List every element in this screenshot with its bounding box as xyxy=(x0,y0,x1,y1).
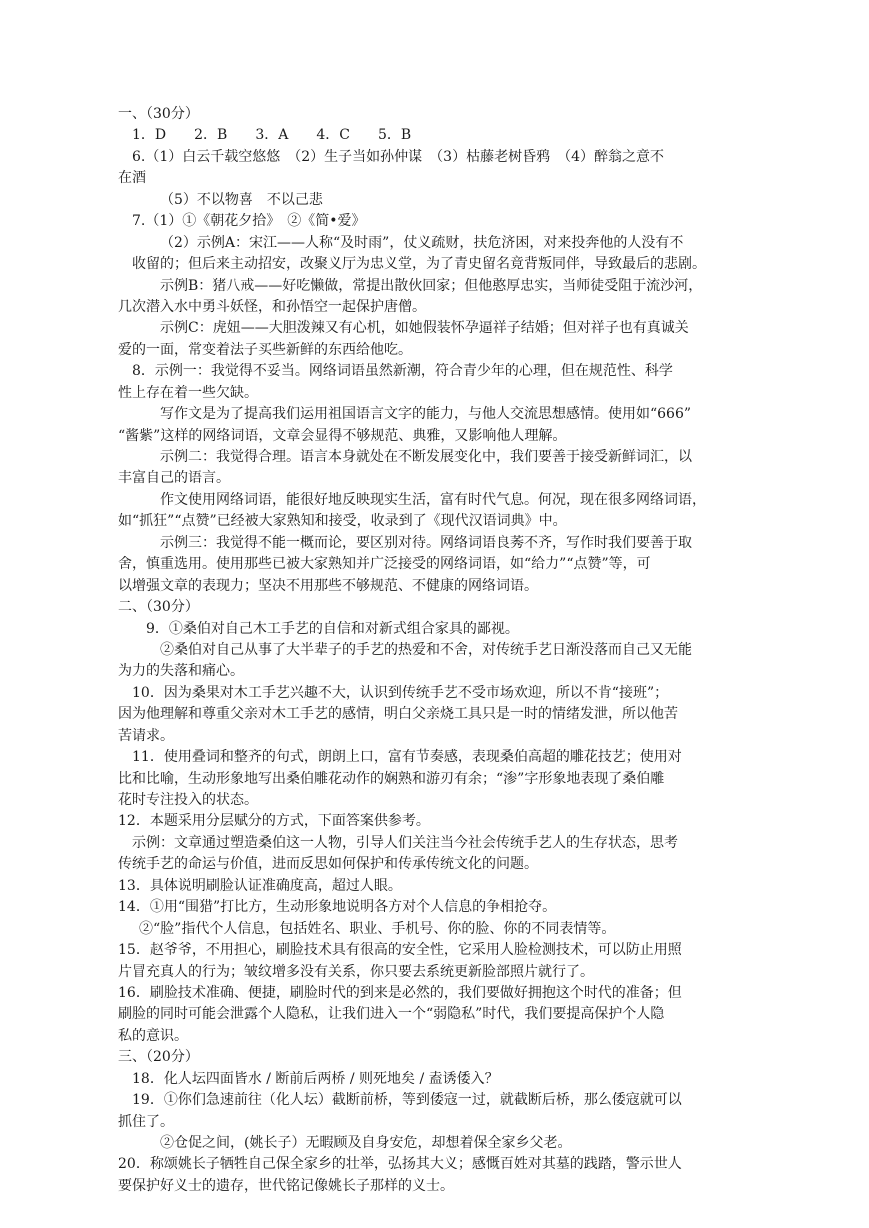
text-line: 私的意识。 xyxy=(118,1027,188,1044)
text-line: 片冒充真人的行为；皱纹增多没有关系，你只要去系统更新脸部照片就行了。 xyxy=(118,963,594,980)
text-line: 1．D 2．B 3．A 4．C 5．B xyxy=(132,127,412,144)
text-line: ②“脸”指代个人信息，包括姓名、职业、手机号、你的脸、你的不同表情等。 xyxy=(139,920,616,937)
text-line: 示例二：我觉得合理。语言本身就处在不断发展变化中，我们要善于接受新鲜词汇，以 xyxy=(160,449,692,465)
text-line: 比和比喻，生动形象地写出桑伯雕花动作的娴熟和游刃有余；“渗”字形象地表现了桑伯雕 xyxy=(118,770,665,787)
text-line: 以增强文章的表现力；坚决不用那些不够规范、不健康的网络词语。 xyxy=(118,577,538,594)
text-line: 收留的；但后来主动招安，改聚义厅为忠义堂，为了青史留名竟背叛同伴，导致最后的悲剧。 xyxy=(132,256,706,273)
text-line: 一、（30分） xyxy=(118,106,199,122)
text-line: 写作文是为了提高我们运用祖国语言文字的能力，与他人交流思想感情。使用如“666” xyxy=(160,406,692,423)
text-line: “酱紫”这样的网络词语，文章会显得不够规范、典雅，又影响他人理解。 xyxy=(118,427,567,444)
text-line: 三、（20分） xyxy=(118,1049,199,1066)
text-line: 11．使用叠词和整齐的句式，朗朗上口，富有节奏感，表现桑伯高超的雕花技艺；使用对 xyxy=(132,749,682,766)
text-line: 爱的一面，常变着法子买些新鲜的东西给他吃。 xyxy=(118,341,412,358)
text-line: （2）示例A：宋江——人称“及时雨”，仗义疏财，扶危济困，对来投奔他的人没有不 xyxy=(160,234,684,251)
text-line: 9．①桑伯对自己木工手艺的自信和对新式组合家具的鄙视。 xyxy=(146,620,519,637)
text-line: 8．示例一：我觉得不妥当。网络词语虽然新潮，符合青少年的心理，但在规范性、科学 xyxy=(132,363,673,380)
text-line: 15．赵爷爷，不用担心，刷脸技术具有很高的安全性，它采用人脸检测技术，可以防止用照 xyxy=(118,942,682,959)
text-line: ②桑伯对自己从事了大半辈子的手艺的热爱和不舍，对传统手艺日渐没落而自己又无能 xyxy=(160,641,692,658)
text-line: 14．①用“围猎”打比方，生动形象地说明各方对个人信息的争相抢夺。 xyxy=(118,899,557,916)
text-line: 丰富自己的语言。 xyxy=(118,470,230,487)
text-line: 要保护好义士的遗存，世代铭记像姚长子那样的义士。 xyxy=(118,1177,454,1194)
text-line: 7.（1）①《朝花夕拾》 ②《简•爱》 xyxy=(132,213,366,230)
text-line: 抓住了。 xyxy=(118,1113,174,1130)
answer-document xyxy=(118,104,746,1197)
text-line: 16．刷脸技术准确、便捷，刷脸时代的到来是必然的，我们要做好拥抱这个时代的准备；但 xyxy=(118,984,682,1001)
text-line: 19．①你们急速前往（化人坛）截断前桥，等到倭寇一过，就截断后桥，那么倭寇就可以 xyxy=(132,1092,682,1109)
text-line: 几次潜入水中勇斗妖怪，和孙悟空一起保护唐僧。 xyxy=(118,298,426,315)
text-line: 示例：文章通过塑造桑伯这一人物，引导人们关注当今社会传统手艺人的生存状态，思考 xyxy=(132,834,678,851)
text-line: 为力的失落和痛心。 xyxy=(118,663,244,680)
text-line: 示例B：猪八戒——好吃懒做，常提出散伙回家；但他憨厚忠实，当师徒受阻于流沙河， xyxy=(160,277,703,294)
text-line: 示例C：虎妞——大胆泼辣又有心机，如她假装怀孕逼祥子结婚；但对祥子也有真诚关 xyxy=(160,320,689,337)
text-line: 作文使用网络词语，能很好地反映现实生活，富有时代气息。何况，现在很多网络词语， xyxy=(160,491,706,508)
text-line: 如“抓狂”“点赞”已经被大家熟知和接受，收录到了《现代汉语词典》中。 xyxy=(118,513,567,530)
text-line: 因为他理解和尊重父亲对木工手艺的感情，明白父亲烧工具只是一时的情绪发泄，所以他苦 xyxy=(118,706,678,723)
text-line: 二、（30分） xyxy=(118,599,199,616)
text-line: 13．具体说明刷脸认证准确度高，超过人眼。 xyxy=(118,877,402,894)
text-line: 20．称颂姚长子牺牲自己保全家乡的壮举，弘扬其大义；感慨百姓对其墓的践踏，警示世人 xyxy=(118,1156,682,1173)
text-line: 苦请求。 xyxy=(118,727,174,744)
text-line: 在酒 xyxy=(118,170,146,187)
text-line: 传统手艺的命运与价值，进而反思如何保护和传承传统文化的问题。 xyxy=(118,856,538,873)
text-line: 18．化人坛四面皆水 / 断前后两桥 / 则死地矣 / 盍诱倭入？ xyxy=(132,1070,499,1087)
text-line: 舍，慎重选用。使用那些已被大家熟知并广泛接受的网络词语，如“给力”“点赞”等，可 xyxy=(118,556,651,573)
text-line: ②仓促之间，(姚长子）无暇顾及自身安危，却想着保全家乡父老。 xyxy=(160,1135,572,1151)
text-line: 花时专注投入的状态。 xyxy=(118,792,258,808)
text-line: 示例三：我觉得不能一概而论，要区别对待。网络词语良莠不齐，写作时我们要善于取 xyxy=(160,534,692,551)
text-line: （5）不以物喜 不以己悲 xyxy=(160,191,323,208)
text-line: 6.（1）白云千载空悠悠 （2）生子当如孙仲谋 （3）枯藤老树昏鸦 （4）醉翁之意不 xyxy=(132,148,664,165)
text-line: 10．因为桑果对木工手艺兴趣不大，认识到传统手艺不受市场欢迎，所以不肯“接班”； xyxy=(132,684,669,701)
text-line: 性上存在着一些欠缺。 xyxy=(118,384,258,401)
text-line: 12．本题采用分层赋分的方式，下面答案供参考。 xyxy=(118,813,430,830)
text-line: 刷脸的同时可能会泄露个人隐私，让我们进入一个“弱隐私”时代，我们要提高保护个人隐 xyxy=(118,1006,665,1023)
